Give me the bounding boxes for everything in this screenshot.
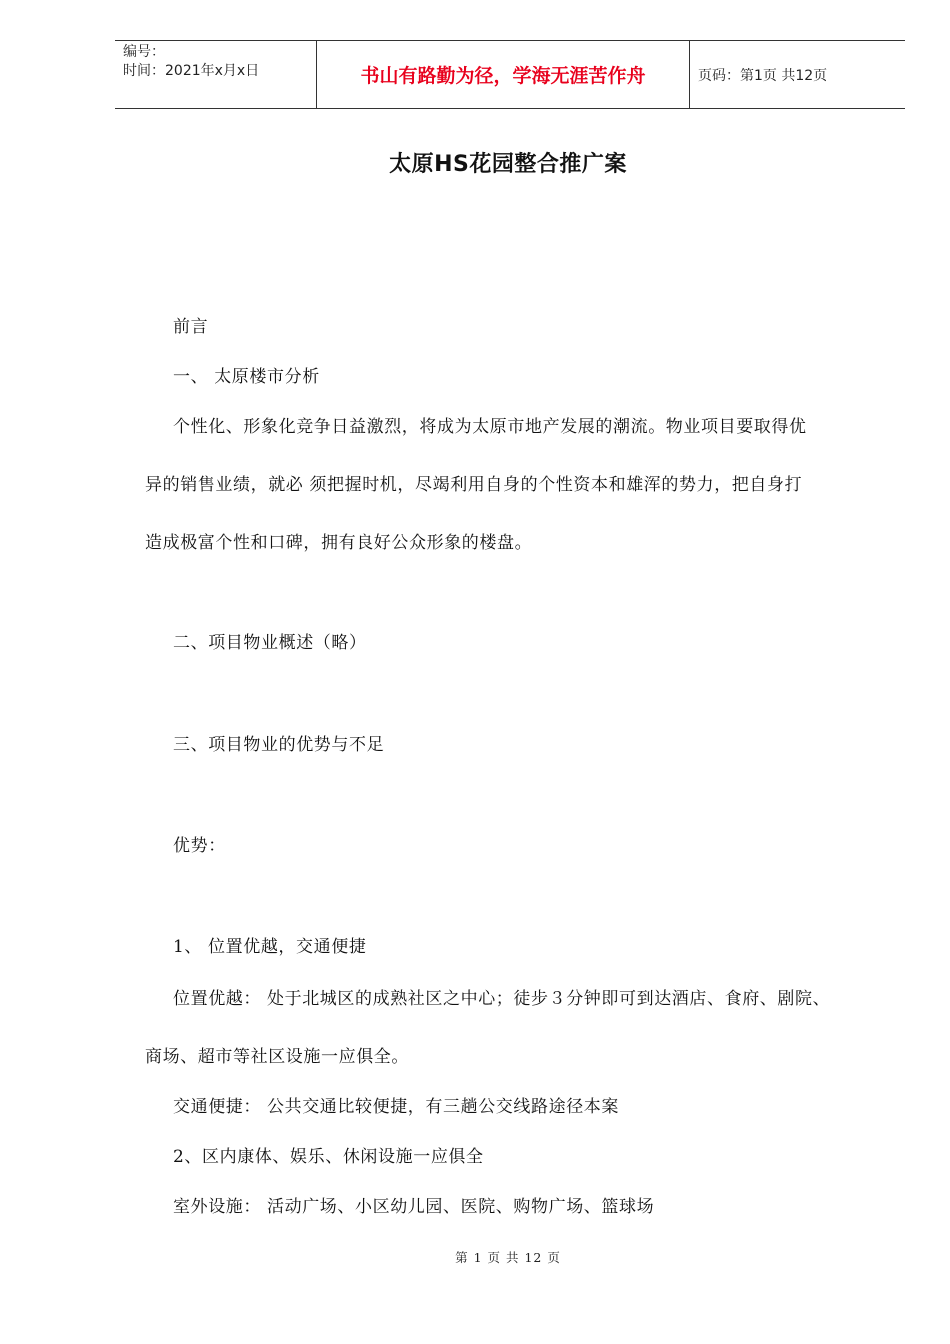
header-motto: 书山有路勤为径，学海无涯苦作舟 (316, 41, 690, 108)
header-time-label: 时间：2021年x月x日 (123, 63, 260, 79)
header-table (115, 40, 905, 109)
section-heading-2: 二、项目物业概述（略） (173, 633, 367, 653)
list-item-2: 2、区内康体、娱乐、休闲设施一应俱全 (173, 1147, 484, 1167)
paragraph-line: 异的销售业绩，就必 须把握时机，尽竭利用自身的个性资本和雄浑的势力，把自身打 (145, 475, 803, 495)
paragraph-line: 位置优越： 处于北城区的成熟社区之中心；徒步３分钟即可到达酒店、食府、剧院、 (173, 989, 831, 1009)
header-number-label: 编号： (123, 44, 165, 60)
section-heading-1: 一、 太原楼市分析 (173, 367, 320, 387)
paragraph-line: 交通便捷： 公共交通比较便捷，有三趟公交线路途径本案 (173, 1097, 620, 1117)
paragraph-line: 商场、超市等社区设施一应俱全。 (145, 1047, 409, 1067)
section-heading-3: 三、项目物业的优势与不足 (173, 735, 385, 755)
paragraph-line: 造成极富个性和口碑，拥有良好公众形象的楼盘。 (145, 533, 533, 553)
section-preface: 前言 (173, 317, 209, 337)
document-title: 太原HS花园整合推广案 (389, 152, 627, 177)
paragraph-line: 个性化、形象化竞争日益激烈，将成为太原市地产发展的潮流。物业项目要取得优 (173, 417, 807, 437)
header-meta-cell (115, 41, 316, 108)
list-item-1: 1、 位置优越，交通便捷 (173, 937, 367, 957)
paragraph-line: 室外设施： 活动广场、小区幼儿园、医院、购物广场、篮球场 (173, 1197, 655, 1217)
subheading-advantages: 优势： (173, 836, 226, 856)
page-footer: 第 1 页 共 12 页 (455, 1250, 561, 1265)
header-page-info: 页码：第1页 共12页 (698, 67, 828, 84)
